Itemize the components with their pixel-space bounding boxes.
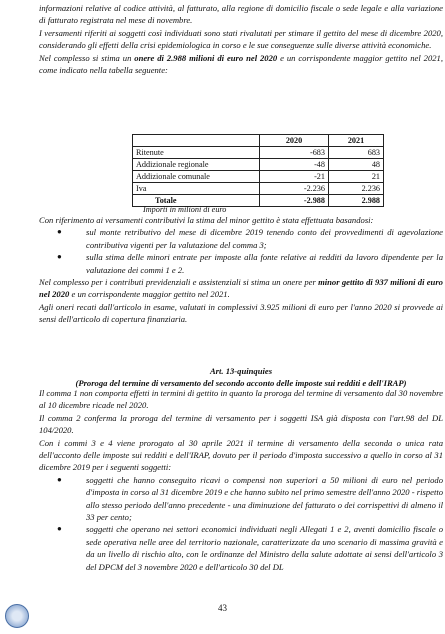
text-block-article bbox=[39, 387, 443, 573]
table-cell: Addizionale regionale bbox=[133, 159, 260, 171]
bullet-list bbox=[39, 226, 443, 276]
section-heading bbox=[39, 365, 443, 389]
table-row bbox=[133, 159, 384, 171]
paragraph: Il comma 1 non comporta effetti in termini di gettito in quanto la proroga del termine di versamento dal 30 novembre al 10 dicembre ricade nel 2020. bbox=[39, 388, 443, 411]
table-cell: 48 bbox=[329, 159, 384, 171]
page-number: 43 bbox=[218, 603, 227, 613]
bullet-icon: ● bbox=[57, 524, 62, 534]
bullet-icon: ● bbox=[57, 252, 62, 262]
table-cell: 2.236 bbox=[329, 183, 384, 195]
list-item: ● sulla stima delle minori entrate per imposte alla fonte relative ai redditi da lavoro dipendente per la valutazione dei commi 1 e 2. bbox=[57, 252, 443, 275]
table-header-cell: 2020 bbox=[260, 135, 329, 147]
table-cell: -2.988 bbox=[260, 195, 329, 207]
table-cell: -21 bbox=[260, 171, 329, 183]
paragraph: Con riferimento ai versamenti contributivi la stima del minor gettito è stata effettuata basandosi: bbox=[39, 215, 374, 225]
section-subtitle: (Proroga del termine di versamento del secondo acconto delle imposte sui redditi e dell'IRAP) bbox=[75, 378, 407, 388]
paragraph: Nel complesso per i contributi previdenziali e assistenziali si stima un onere per minor gettito di 937 milioni di euro nel 2020 e un corrispondente maggior gettito nel 2021. bbox=[39, 277, 443, 300]
list-item: ● sul monte retributivo del mese di dicembre 2019 tenendo conto dei provvedimenti di agevolazione contributiva vigenti per la valutazione del comma 3; bbox=[57, 227, 443, 250]
table-cell: 683 bbox=[329, 147, 384, 159]
bullet-icon: ● bbox=[57, 227, 62, 237]
table-note: Importi in milioni di euro bbox=[143, 205, 227, 214]
text-block-intro bbox=[39, 2, 443, 76]
table-cell: 2.988 bbox=[329, 195, 384, 207]
bullet-icon: ● bbox=[57, 474, 62, 484]
table-cell: -48 bbox=[260, 159, 329, 171]
list-item: ● soggetti che hanno conseguito ricavi o compensi non superiori a 50 milioni di euro nel periodo d'imposta in corso al 31 dicembre 2019 e che hanno subito nel primo semestre dell'anno 2020 - rispetto allo stesso periodo dell'anno precedente - una diminuzione del fatturato o dei corrispettivi di almeno il 33 per cento; bbox=[57, 474, 444, 523]
table-cell: 21 bbox=[329, 171, 384, 183]
table-cell: Totale bbox=[133, 195, 260, 207]
table-cell: Ritenute bbox=[133, 147, 260, 159]
paragraph: Agli oneri recati dall'articolo in esame, valutati in complessivi 3.925 milioni di euro per l'anno 2020 si provvede ai sensi dell'articolo di copertura finanziaria. bbox=[39, 301, 443, 325]
paragraph: Il comma 2 conferma la proroga del termine di versamento per i soggetti ISA già disposta con l'art.98 del DL 104/2020. bbox=[39, 412, 443, 436]
list-item: ● soggetti che operano nei settori economici individuati negli Allegati 1 e 2, aventi domicilio fiscale o sede operativa nelle aree del territorio nazionale, caratterizzate da uno scenario di massima gravità e da un livello di rischio alto, con le ordinanze del Ministro della salute adottate ai sensi dell'articolo 3 del DPCM del 3 novembre 2020 e dell'articolo 30 del DL bbox=[57, 524, 443, 572]
table-row bbox=[133, 147, 384, 159]
table-cell: Addizionale comunale bbox=[133, 171, 260, 183]
table-cell: -2.236 bbox=[260, 183, 329, 195]
paragraph: informazioni relative al codice attività, al fatturato, alla regione di domicilio fiscale o sede legale e alla variazione di fatturato registrata nel mese di novembre. bbox=[39, 3, 443, 26]
table-cell: -683 bbox=[260, 147, 329, 159]
table-row bbox=[133, 183, 384, 195]
paragraph: I versamenti riferiti ai soggetti così individuati sono stati rivalutati per stimare il gettito del mese di dicembre 2020, considerando gli effetti della crisi epidemiologica in corso e le sue conseguenze sulle diverse attività economiche. bbox=[39, 27, 443, 51]
paragraph: Con i commi 3 e 4 viene prorogato al 30 aprile 2021 il termine di versamento della seconda o unica rata dell'acconto delle imposte sui redditi e dell'IRAP, dovuto per il periodo d'imposta successivo a quello in corso al 31 dicembre 2019 per i seguenti soggetti: bbox=[39, 437, 443, 473]
bullet-list bbox=[39, 474, 443, 573]
revenue-table bbox=[132, 134, 384, 207]
table-header-cell bbox=[133, 135, 260, 147]
table-header-cell: 2021 bbox=[329, 135, 384, 147]
table-cell: Iva bbox=[133, 183, 260, 195]
text-block-contributions bbox=[39, 214, 443, 326]
paragraph: Nel complesso si stima un onere di 2.988 milioni di euro nel 2020 e un corrispondente maggior gettito nel 2021, come indicato nella tabella seguente: bbox=[39, 52, 443, 76]
section-title: Art. 13-quinquies bbox=[209, 366, 273, 376]
table-header-row bbox=[133, 135, 384, 147]
table-row bbox=[133, 171, 384, 183]
